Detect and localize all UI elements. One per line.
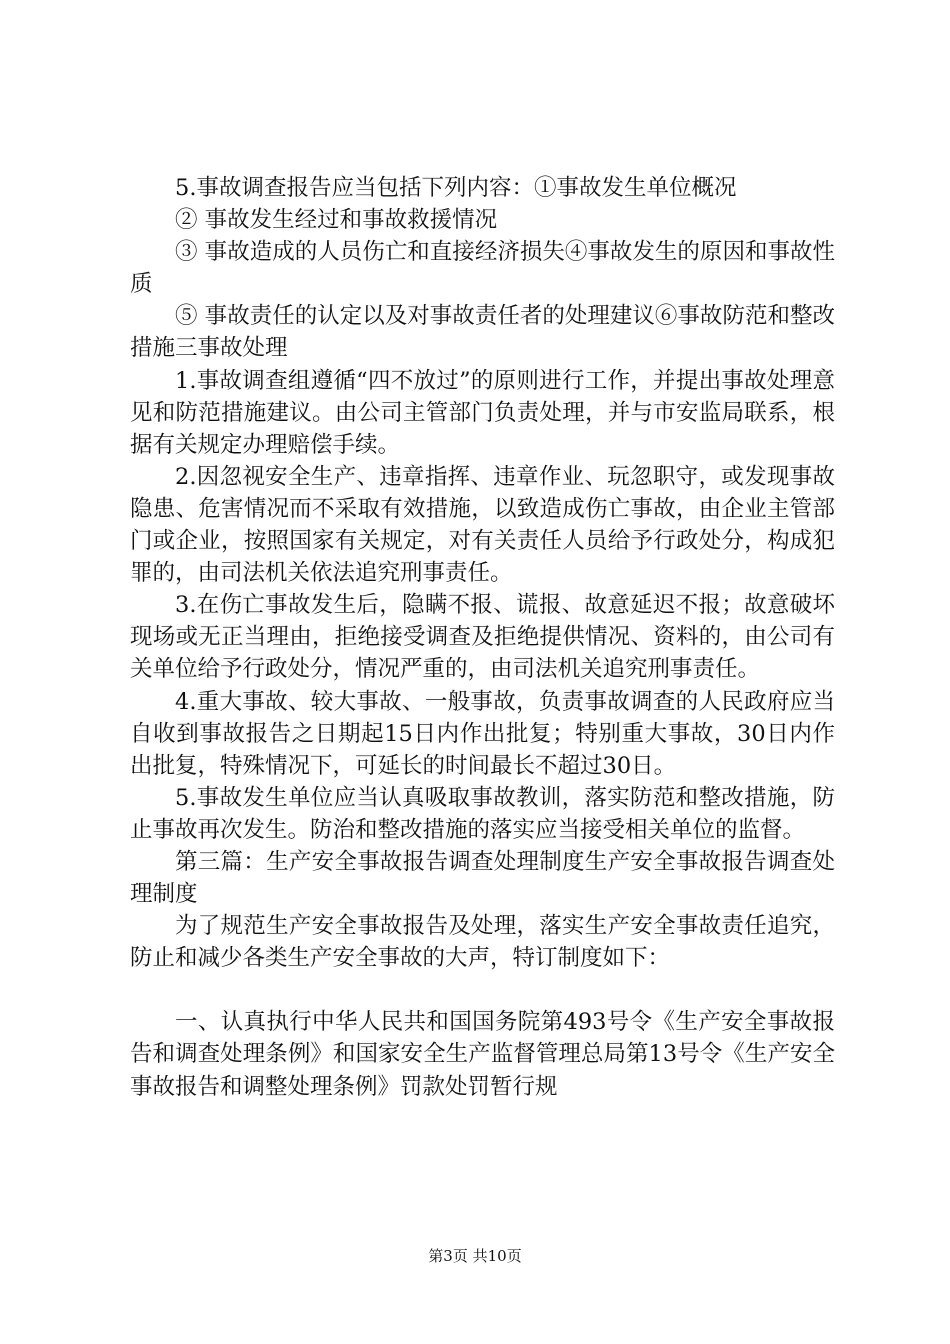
paragraph-item-5-6: ⑤ 事故责任的认定以及对事故责任者的处理建议⑥事故防范和整改措施三事故处理 (130, 303, 835, 362)
section-heading-part-three: 第三篇：生产安全事故报告调查处理制度生产安全事故报告调查处理制度 (130, 848, 835, 908)
document-body (130, 172, 835, 1103)
paragraph-handling-3: 3.在伤亡事故发生后，隐瞒不报、谎报、故意延迟不报；故意破坏现场或无正当理由，拒绝接受调查及拒绝提供情况、资料的，由公司有关单位给予行政处分，情况严重的，由司法机关追究刑事责任。 (130, 592, 835, 683)
page-number-footer: 第3页 共10页 (428, 1247, 522, 1265)
paragraph-handling-1: 1.事故调查组遵循“四不放过”的原则进行工作，并提出事故处理意见和防范措施建议。由公司主管部门负责处理，并与市安监局联系，根据有关规定办理赔偿手续。 (130, 367, 835, 458)
paragraph-item-3-4: ③ 事故造成的人员伤亡和直接经济损失④事故发生的原因和事故性质 (130, 239, 835, 298)
paragraph-item-2: ② 事故发生经过和事故救援情况 (175, 207, 498, 234)
paragraph-handling-2: 2.因忽视安全生产、违章指挥、违章作业、玩忽职守，或发现事故隐患、危害情况而不采取有效措施，以致造成伤亡事故，由企业主管部门或企业，按照国家有关规定，对有关责任人员给予行政处分，构成犯罪的，由司法机关依法追究刑事责任。 (130, 463, 835, 587)
paragraph-article-1: 一、认真执行中华人民共和国国务院第493号令《生产安全事故报告和调查处理条例》和国家安全生产监督管理总局第13号令《生产安全事故报告和调整处理条例》罚款处罚暂行规 (130, 1009, 835, 1100)
paragraph-purpose: 为了规范生产安全事故报告及处理，落实生产安全事故责任追究，防止和减少各类生产安全事故的大声，特订制度如下： (130, 913, 835, 972)
paragraph-handling-5: 5.事故发生单位应当认真吸取事故教训，落实防范和整改措施，防止事故再次发生。防治和整改措施的落实应当接受相关单位的监督。 (130, 784, 835, 843)
paragraph-report-contents: 5.事故调查报告应当包括下列内容：①事故发生单位概况 (175, 175, 737, 201)
paragraph-handling-4: 4.重大事故、较大事故、一般事故，负责事故调查的人民政府应当自收到事故报告之日期起15日内作出批复；特别重大事故，30日内作出批复，特殊情况下，可延长的时间最长不超过30日。 (130, 688, 835, 779)
